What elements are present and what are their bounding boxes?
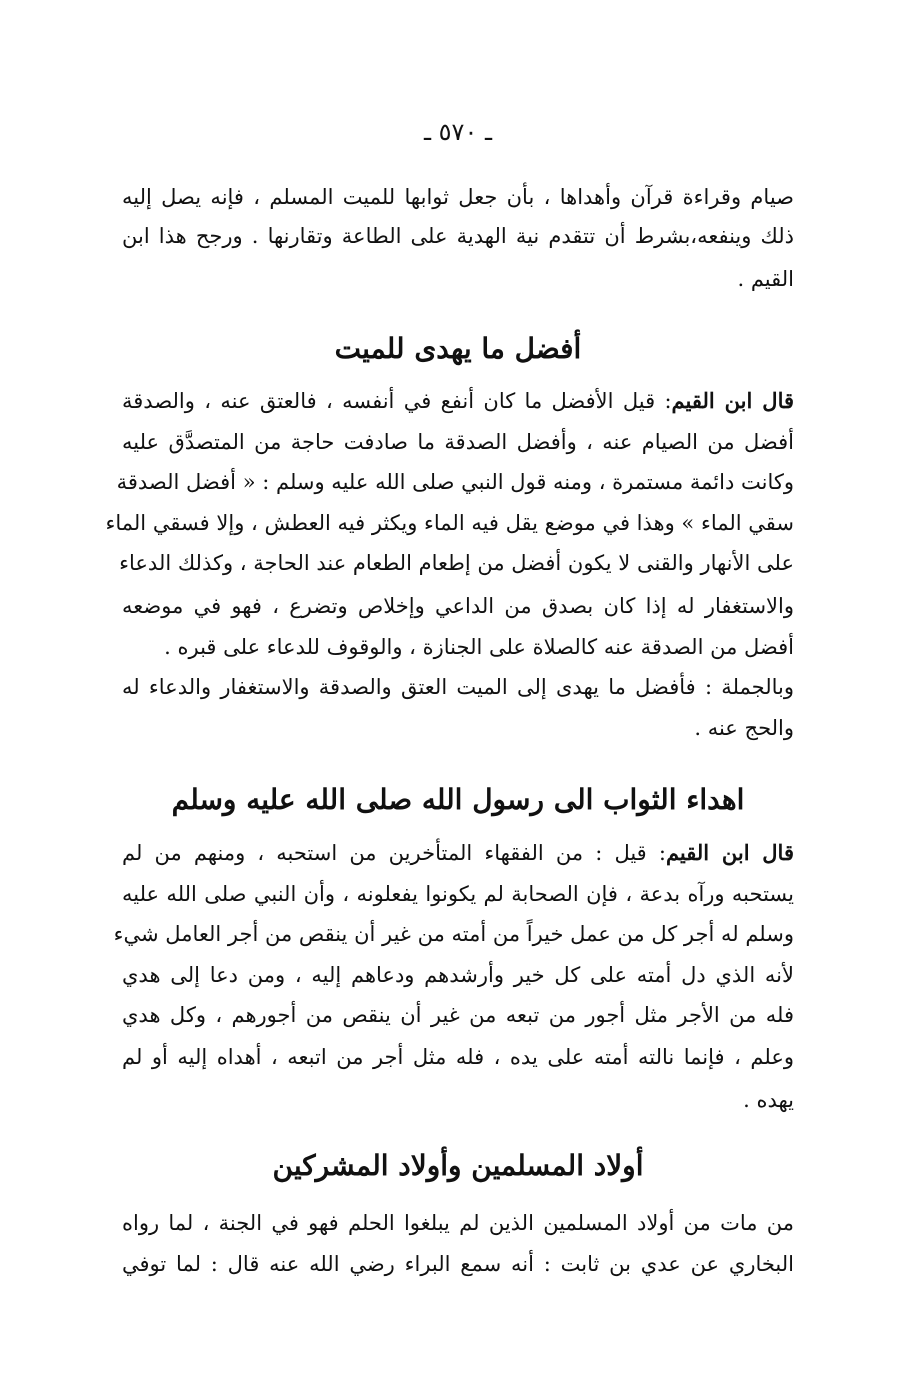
section2-line-5: فله من الأجر مثل أجور من تبعه من غير أن ينقص من أجورهم ، وكل هدي <box>122 1003 794 1027</box>
section1-first-line-text: : قيل الأفضل ما كان أنفع في أنفسه ، فالعتق عنه ، والصدقة <box>122 389 672 413</box>
section1-line-3: وكانت دائمة مستمرة ، ومنه قول النبي صلى الله عليه وسلم : « أفضل الصدقة <box>116 470 794 494</box>
section-heading-gift-to-prophet: اهداء الثواب الى رسول الله صلى الله عليه وسلم <box>171 783 745 816</box>
section1-line-2: أفضل من الصيام عنه ، وأفضل الصدقة ما صادفت حاجة من المتصدَّق عليه <box>122 430 794 454</box>
intro-line-2: ذلك وينفعه،بشرط أن تتقدم نية الهدية على الطاعة وتقارنها . ورجح هذا ابن <box>122 224 794 248</box>
section1-line-7: أفضل من الصدقة عنه كالصلاة على الجنازة ، والوقوف للدعاء على قبره . <box>164 635 794 659</box>
section2-line-2: يستحبه ورآه بدعة ، فإن الصحابة لم يكونوا يفعلونه ، وأن النبي صلى الله عليه <box>122 882 794 906</box>
section2-line-1 <box>122 836 794 870</box>
section3-line-1: من مات من أولاد المسلمين الذين لم يبلغوا الحلم فهو في الجنة ، لما رواه <box>122 1211 794 1235</box>
section3-line-2: البخاري عن عدي بن ثابت : أنه سمع البراء رضي الله عنه قال : لما توفي <box>122 1252 794 1276</box>
intro-line-3: القيم . <box>737 267 794 291</box>
section2-first-line-text: : قيل : من الفقهاء المتأخرين من استحبه ، ومنهم من لم <box>122 841 666 865</box>
section1-line-5: على الأنهار والقنى لا يكون أفضل من إطعام الطعام عند الحاجة ، وكذلك الدعاء <box>119 551 794 575</box>
section1-line-1 <box>122 384 794 418</box>
intro-line-1: صيام وقراءة قرآن وأهداها ، بأن جعل ثوابها للميت المسلم ، فإنه يصل إليه <box>122 185 794 209</box>
section-heading-best-gift: أفضل ما يهدى للميت <box>334 332 582 365</box>
section2-lead: قال ابن القيم <box>665 840 794 865</box>
section2-line-3: وسلم له أجر كل من عمل خيراً من أمته من غير أن ينقص من أجر العامل شيء <box>113 922 794 946</box>
section1-line-8: وبالجملة : فأفضل ما يهدى إلى الميت العتق والصدقة والاستغفار والدعاء له <box>122 675 794 699</box>
section2-line-4: لأنه الذي دل أمته على كل خير وأرشدهم ودعاهم إليه ، ومن دعا إلى هدي <box>122 963 794 987</box>
section-heading-children: أولاد المسلمين وأولاد المشركين <box>272 1149 644 1182</box>
section1-line-6: والاستغفار له إذا كان بصدق من الداعي وإخلاص وتضرع ، فهو في موضعه <box>122 594 794 618</box>
section1-line-9: والحج عنه . <box>694 716 794 740</box>
page-number: ـ ٥٧٠ ـ <box>423 118 492 146</box>
book-page <box>105 0 795 1397</box>
section2-line-6: وعلم ، فإنما نالته أمته على يده ، فله مثل أجر من اتبعه ، أهداه إليه أو لم <box>122 1045 794 1069</box>
section2-line-7: يهده . <box>743 1088 794 1112</box>
section1-line-4: سقي الماء » وهذا في موضع يقل فيه الماء ويكثر فيه العطش ، وإلا فسقي الماء <box>105 511 794 535</box>
section1-lead: قال ابن القيم <box>671 388 795 413</box>
